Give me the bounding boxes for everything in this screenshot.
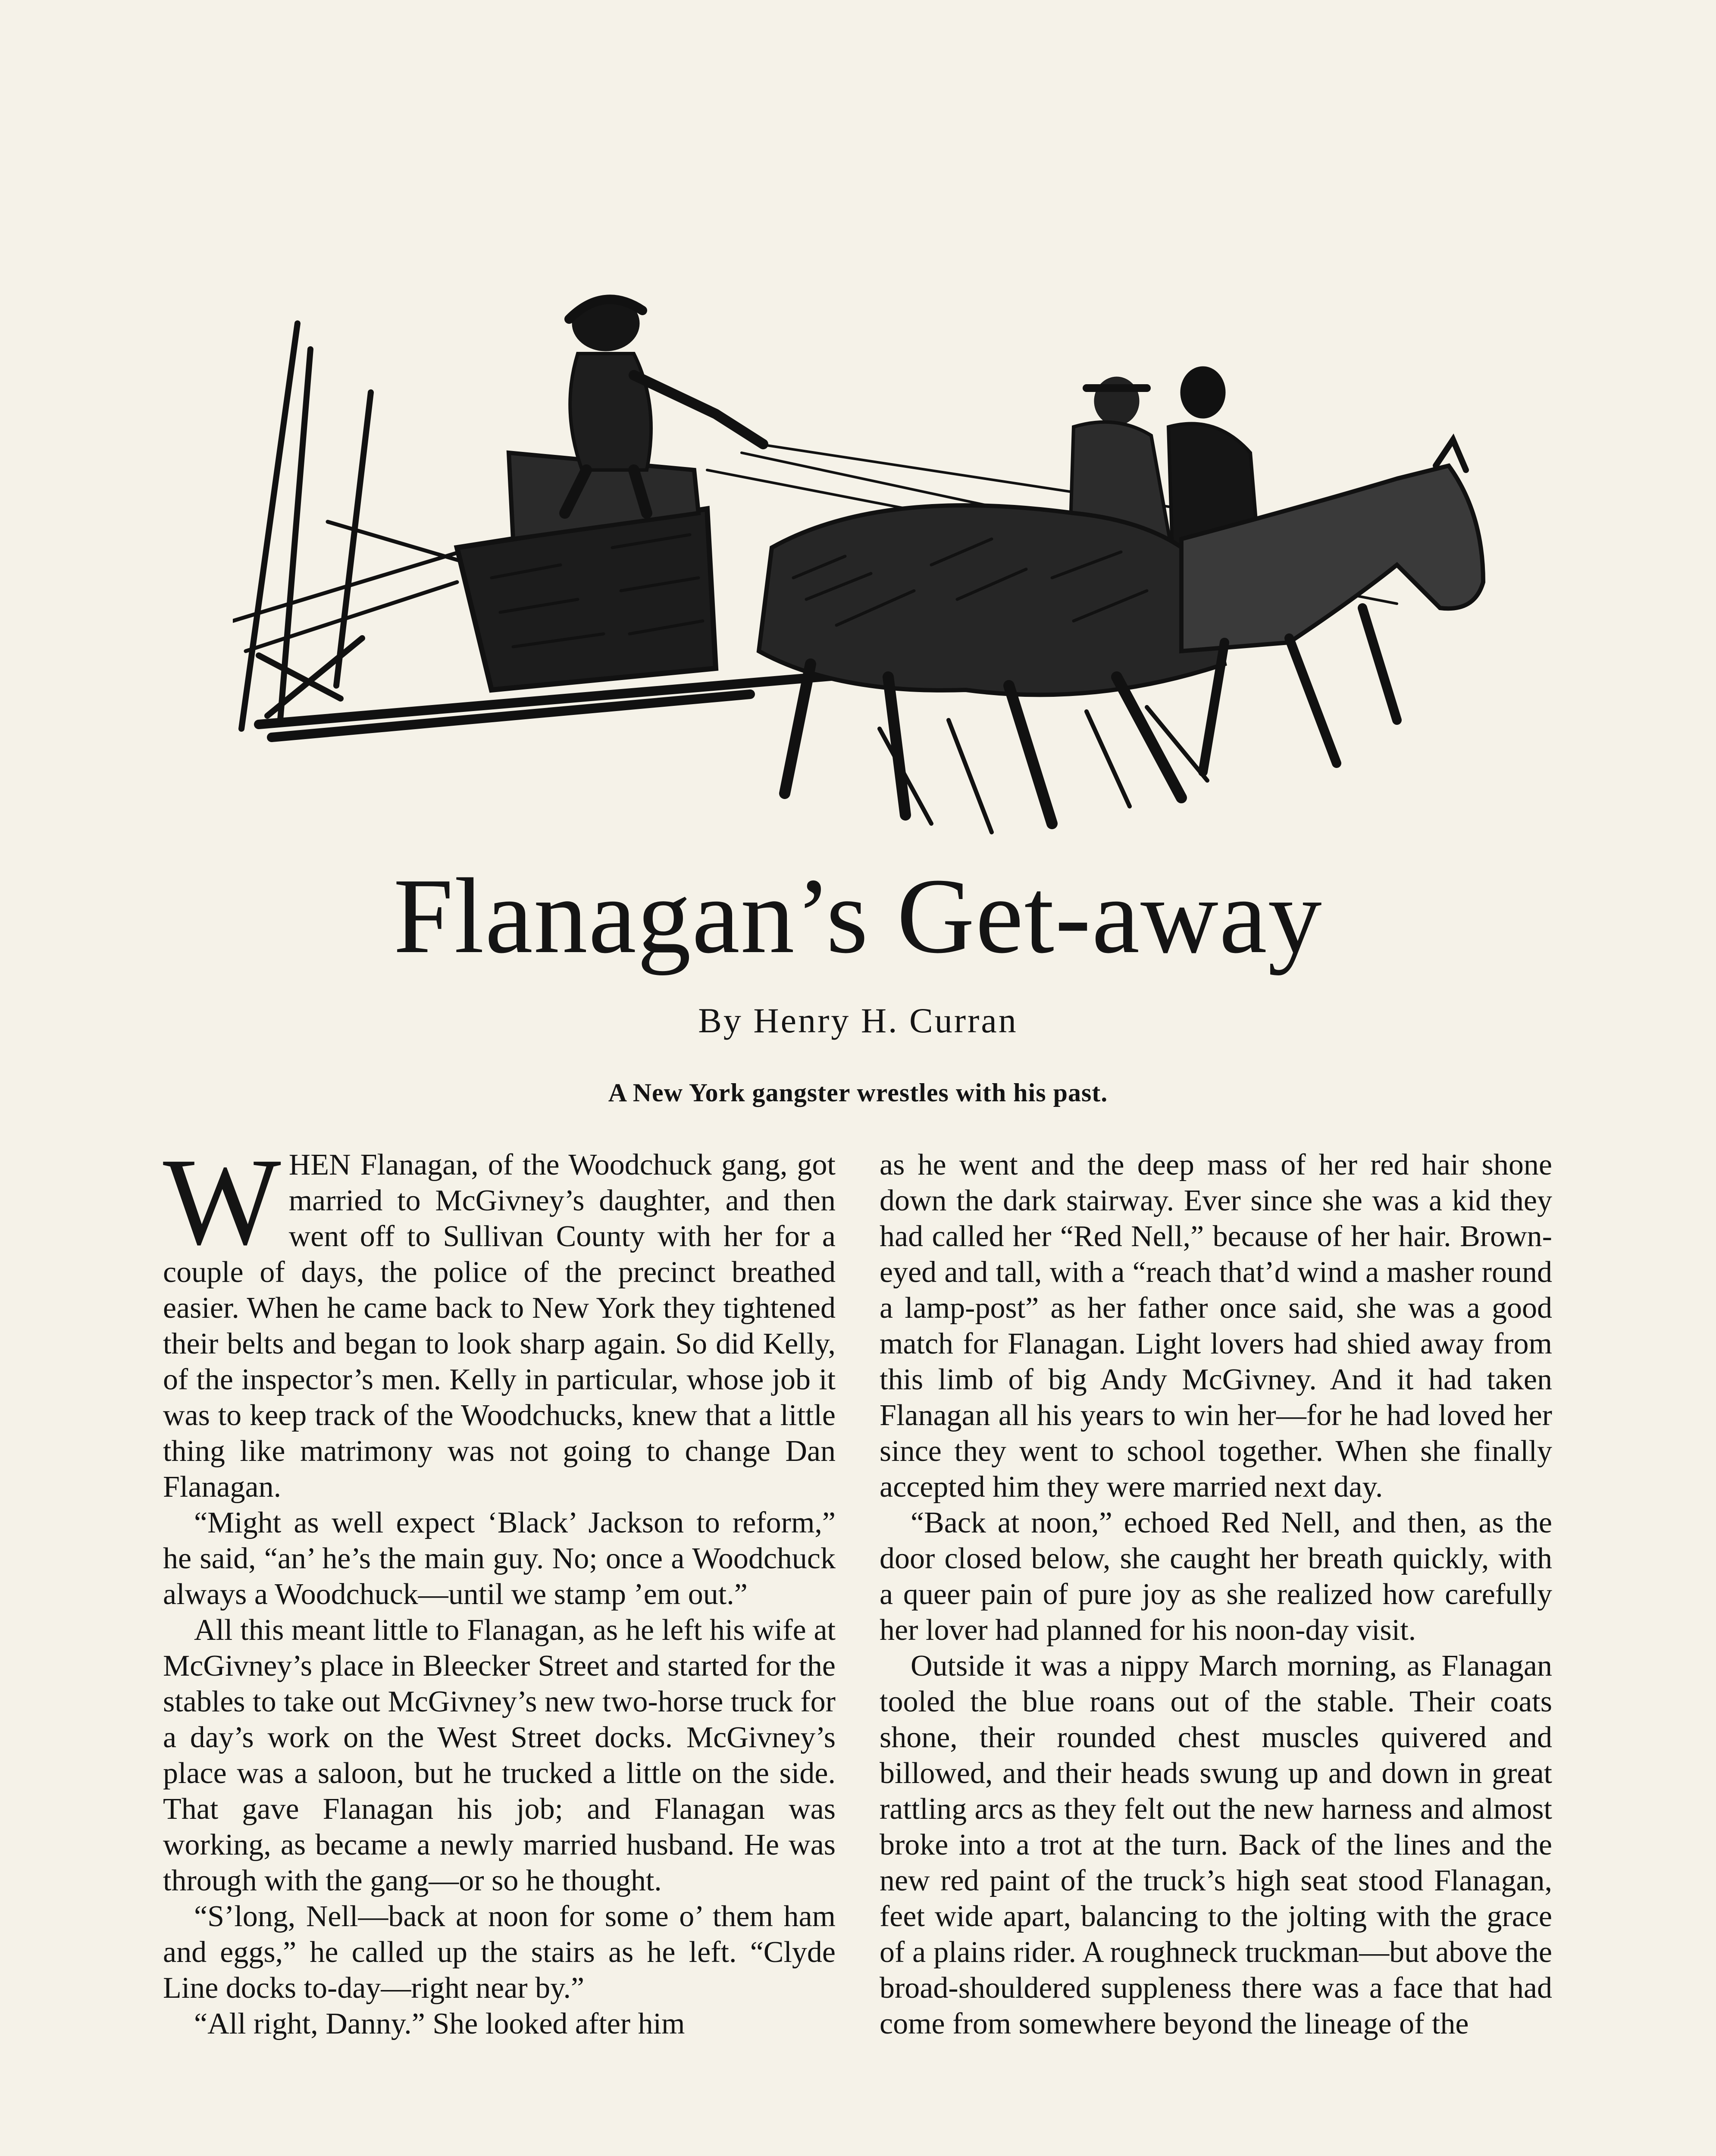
left-column (163, 1147, 836, 2156)
byline: By Henry H. Curran (698, 1001, 1018, 1040)
right-column (880, 1147, 1552, 2156)
horse-truck-illustration (233, 211, 1492, 854)
subtitle: A New York gangster wrestles with his past. (608, 1078, 1108, 1107)
paragraph: “Might as well expect ‘Black’ Jackson to reform,” he said, “an’ he’s the main guy. No; once a Woodchuck always a Woodchuck—until we stamp ’em out.” (163, 1506, 836, 1611)
article-title: Flanagan’s Get-away (393, 856, 1323, 976)
drop-cap: W (163, 1147, 281, 1271)
paragraph: “Back at noon,” echoed Red Nell, and then, as the door closed below, she caught her breath quickly, with a queer pain of pure joy as she realized how carefully her lover had planned for his noon-day visit. (880, 1506, 1552, 1647)
paragraph: “All right, Danny.” She looked after him (194, 2007, 685, 2040)
paragraph: as he went and the deep mass of her red hair shone down the dark stairway. Ever since she was a kid they had called her “Red Nell,” because of her hair. Brown-eyed and tall, with a “reach that’d wind a masher round a lamp-post” as her father once said, she was a good match for Flanagan. Light lovers had shied away from this limb of big Andy McGivney. And it had taken Flanagan all his years to win her—for he had loved her since they went to school together. When she finally accepted him they were married next day. (880, 1148, 1552, 1504)
paragraph: All this meant little to Flanagan, as he left his wife at McGivney’s place in Bleecker Street and started for the stables to take out McGivney’s new two-horse truck for a day’s work on the West Street docks. McGivney’s place was a saloon, but he trucked a little on the side. That gave Flanagan his job; and Flanagan was working, as became a newly married husband. He was through with the gang—or so he thought. (163, 1614, 836, 1897)
paragraph: “S’long, Nell—back at noon for some o’ them ham and eggs,” he called up the stairs as he left. “Clyde Line docks to-day—right near by.” (163, 1900, 836, 2005)
paragraph: Outside it was a nippy March morning, as Flanagan tooled the blue roans out of the stable. Their coats shone, their rounded chest muscles quivered and billowed, and their heads swung up and down in great rattling arcs as they felt out the new harness and almost broke into a trot at the turn. Back of the lines and the new red paint of the truck’s high seat stood Flanagan, feet wide apart, balancing to the jolting with the grace of a plains rider. A roughneck truckman—but above the broad-shouldered suppleness there was a face that had come from somewhere beyond the lineage of the (880, 1649, 1552, 2040)
paragraph: WHEN Flanagan, of the Woodchuck gang, got married to McGivney’s daughter, and then went off to Sullivan County with her for a couple of days, the police of the precinct breathed easier. When he came back to New York they tightened their belts and began to look sharp again. So did Kelly, of the inspector’s men. Kelly in particular, whose job it was to keep track of the Woodchucks, knew that a little thing like matrimony was not going to change Dan Flanagan. (163, 1147, 836, 1504)
